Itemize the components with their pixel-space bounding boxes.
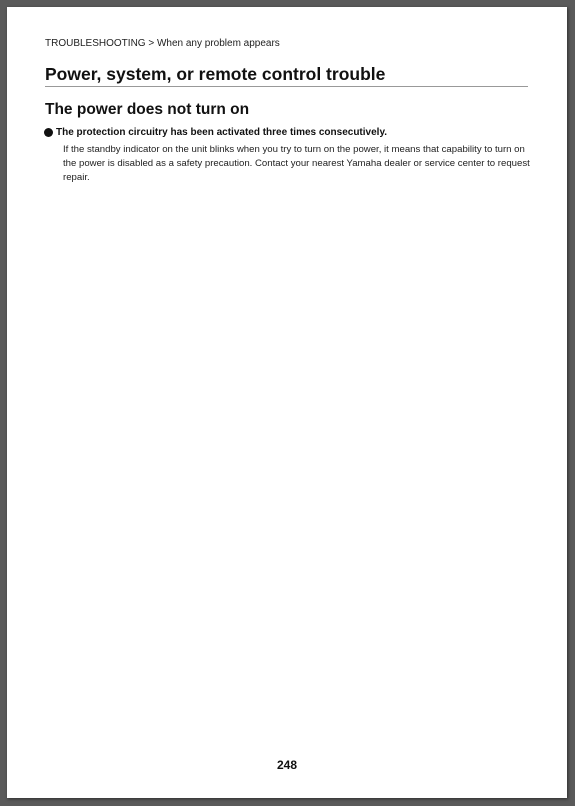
breadcrumb: TROUBLESHOOTING > When any problem appears <box>45 38 280 49</box>
bullet-item <box>44 127 387 138</box>
body-paragraph: If the standby indicator on the unit blinks when you try to turn on the power, it means that capability to turn on the power is disabled as a safety precaution. Contact your nearest Yamaha dealer or service center to request repair. <box>63 144 530 183</box>
bullet-icon <box>44 128 53 137</box>
page-title: Power, system, or remote control trouble <box>45 64 528 87</box>
section-heading: The power does not turn on <box>45 101 250 118</box>
document-page <box>7 7 567 798</box>
bullet-heading: The protection circuitry has been activated three times consecutively. <box>56 127 388 138</box>
page-number: 248 <box>276 758 298 772</box>
